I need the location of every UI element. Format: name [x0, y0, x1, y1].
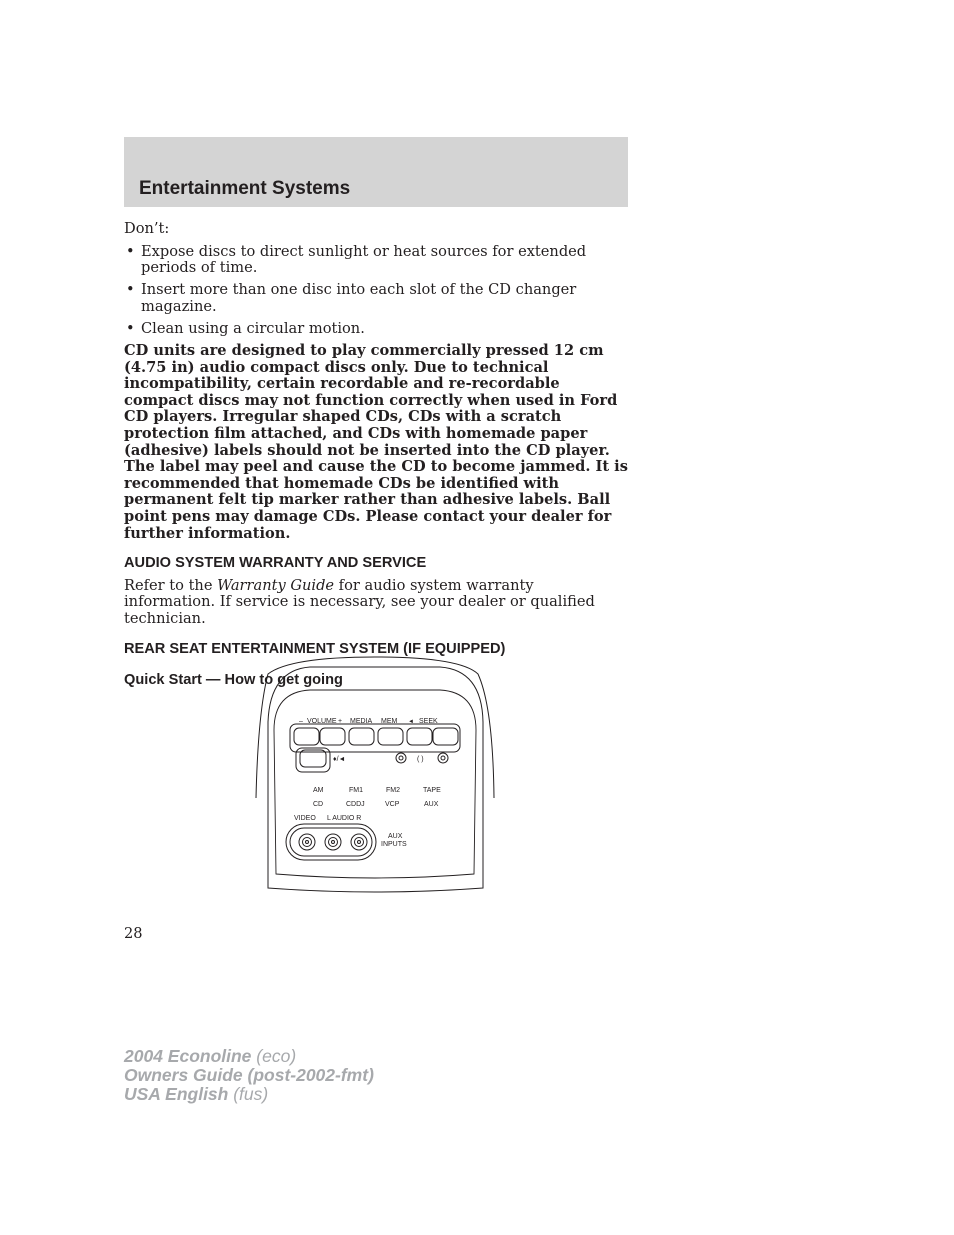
seek-back-button	[407, 728, 432, 745]
source-vcp-label: VCP	[385, 801, 400, 808]
media-button	[349, 728, 374, 745]
footer-language-code: (fus)	[228, 1084, 269, 1104]
source-cd-label: CD	[313, 801, 324, 808]
footer-guide: Owners Guide (post-2002-fmt)	[124, 1065, 374, 1085]
source-cddj-label: CDDJ	[346, 801, 365, 808]
volume-up-button	[320, 728, 345, 745]
audio-lr-label: L AUDIO R	[327, 815, 362, 822]
document-footer	[124, 1047, 374, 1104]
seek-forward-button	[433, 728, 458, 745]
aux-inputs-label-line2: INPUTS	[381, 841, 407, 848]
source-am-label: AM	[313, 787, 324, 794]
footer-model-code: (eco)	[251, 1046, 297, 1066]
headphone-jack-right	[438, 753, 448, 763]
power-mute-icon: ♦/◄	[333, 756, 346, 763]
list-item: • Insert more than one disc into each slot of the CD changer magazine.	[124, 282, 629, 315]
source-aux-label: AUX	[424, 801, 439, 808]
section-header-band	[124, 137, 628, 207]
video-jack	[299, 834, 315, 850]
video-label: VIDEO	[294, 815, 316, 822]
cd-notice: CD units are designed to play commercially pressed 12 cm (4.75 in) audio compact discs only. Due to technical incompatibility, certain recordable and re-recordable compact discs may not function correctly when used in Ford CD players. Irregular shaped CDs, CDs with a scratch protection film attached, and CDs with homemade paper (adhesive) labels should not be inserted into the CD player. The label may peel and cause the CD to become jammed. It is recommended that homemade CDs be identified with permanent felt tip marker rather than adhesive labels. Ball point pens may damage CDs. Please contact your dealer for further information.	[124, 342, 628, 542]
source-fm2-label: FM2	[386, 787, 400, 794]
volume-minus-label: –	[299, 718, 303, 725]
list-item: • Clean using a circular motion.	[124, 321, 629, 338]
volume-label: VOLUME	[307, 718, 337, 725]
footer-language: USA English	[124, 1084, 229, 1104]
mem-button	[378, 728, 403, 745]
warranty-text-after: for audio system warranty information. If service is necessary, see your dealer or qualified technician.	[124, 576, 595, 627]
footer-line-2	[124, 1066, 374, 1085]
donts-intro: Don’t:	[124, 220, 170, 237]
audio-right-jack	[351, 834, 367, 850]
quick-start-heading: Quick Start — How to get going	[124, 672, 343, 689]
seek-arrow-icon: ◄	[408, 719, 414, 725]
list-item: • Expose discs to direct sunlight or heat sources for extended periods of time.	[124, 244, 629, 277]
volume-plus-label: +	[338, 718, 343, 725]
warranty-text	[124, 578, 629, 628]
page-number: 28	[124, 925, 143, 942]
warranty-text-before: Refer to the	[124, 576, 218, 594]
mem-label: MEM	[381, 718, 398, 725]
footer-line-3	[124, 1085, 374, 1104]
headphone-icon: ( )	[417, 756, 424, 763]
page-content	[124, 221, 629, 695]
section-title: Entertainment Systems	[139, 178, 351, 199]
footer-line-1	[124, 1047, 374, 1066]
warranty-heading: AUDIO SYSTEM WARRANTY AND SERVICE	[124, 555, 427, 572]
housing-inner-outline	[268, 667, 483, 892]
power-button	[300, 750, 326, 767]
housing-outer-outline	[256, 657, 494, 798]
footer-model: 2004 Econoline	[124, 1046, 252, 1066]
aux-inputs-label-line1: AUX	[388, 833, 403, 840]
rse-heading: REAR SEAT ENTERTAINMENT SYSTEM (IF EQUIPPED)	[124, 640, 506, 657]
volume-down-button	[294, 728, 319, 745]
rear-seat-control-panel-illustration	[250, 652, 500, 896]
donts-list	[124, 244, 629, 338]
headphone-jack-left	[396, 753, 406, 763]
audio-left-jack	[325, 834, 341, 850]
warranty-guide-title: Warranty Guide	[217, 576, 335, 594]
media-label: MEDIA	[350, 718, 373, 725]
seek-label: SEEK	[419, 718, 438, 725]
source-fm1-label: FM1	[349, 787, 363, 794]
source-tape-label: TAPE	[423, 787, 441, 794]
